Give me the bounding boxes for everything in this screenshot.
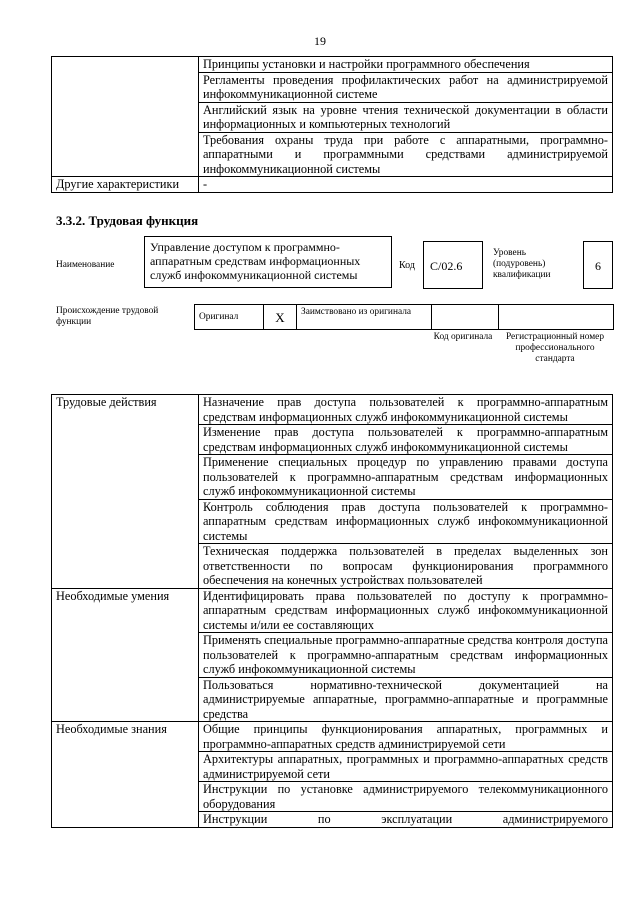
row-label: Другие характеристики	[52, 177, 199, 193]
table-row	[52, 722, 613, 752]
origin-grid	[194, 304, 614, 330]
original-mark: X	[264, 305, 297, 330]
bottom-table	[51, 394, 613, 828]
table-cell: Инструкции по установке администрируемого телекоммуникационного оборудования	[199, 782, 613, 812]
table-cell: Применение специальных процедур по управлению правами доступа пользователей к программно-аппаратным средствам информационных служб инфокоммуникационной системы	[199, 455, 613, 500]
reg-number-label: Регистрационный номер профессионального стандарта	[505, 332, 605, 364]
function-name: Управление доступом к программно-аппаратным средствам информационных служб инфокоммуникационной системы	[144, 236, 392, 288]
table-cell: Принципы установки и настройки программного обеспечения	[199, 57, 613, 73]
table-cell: Общие принципы функционирования аппаратных, программных и программно-аппаратных средств администрируемой сети	[199, 722, 613, 752]
table-cell: Техническая поддержка пользователей в пределах выделенных зон ответственности по вопросам функционирования программного обеспечения на конечных устройствах пользователей	[199, 544, 613, 589]
section-heading: 3.3.2. Трудовая функция	[56, 213, 199, 228]
row-label: Необходимые знания	[52, 722, 199, 828]
name-label: Наименование	[56, 260, 115, 270]
original-label: Оригинал	[195, 305, 264, 330]
table-cell: Архитектуры аппаратных, программных и программно-аппаратных средств администрируемой сети	[199, 752, 613, 782]
page-number: 19	[314, 34, 326, 48]
table-cell: Идентифицировать права пользователей по доступу к программно-аппаратным средствам информационных служб инфокоммуникационной системы и/или ее составляющих	[199, 588, 613, 633]
table-row	[52, 395, 613, 425]
borrowed-label: Заимствовано из оригинала	[297, 305, 432, 330]
reg-number-cell	[499, 305, 614, 330]
origin-code-label: Код оригинала	[433, 332, 493, 342]
table-row	[52, 177, 613, 193]
table-row	[52, 57, 613, 73]
row-label: Трудовые действия	[52, 395, 199, 589]
row-label: Необходимые умения	[52, 588, 199, 722]
table-cell: Пользоваться нормативно-технической документацией на администрируемые аппаратные, программно-аппаратные и программные средства	[199, 677, 613, 722]
origin-label: Происхождение трудовой функции	[56, 306, 159, 327]
table-cell: Требования охраны труда при работе с аппаратными, программно-аппаратными и программными средствами администрируемой инфокоммуникационной системы	[199, 132, 613, 177]
table-cell: Регламенты проведения профилактических работ на администрируемой инфокоммуникационной системе	[199, 72, 613, 102]
top-table	[51, 56, 613, 193]
table-cell: Инструкции по эксплуатации администрируемого	[199, 812, 613, 828]
table-row	[52, 588, 613, 633]
level-value: 6	[583, 241, 613, 289]
table-cell: Изменение прав доступа пользователей к программно-аппаратным средствам информационных служб инфокоммуникационной системы	[199, 425, 613, 455]
table-cell: Применять специальные программно-аппаратные средства контроля доступа пользователей к программно-аппаратным средствам информационных служб инфокоммуникационной системы	[199, 633, 613, 678]
table-cell: Английский язык на уровне чтения технической документации в области информационных и компьютерных технологий	[199, 102, 613, 132]
table-cell: -	[199, 177, 613, 193]
row-label	[52, 57, 199, 177]
code-label: Код	[399, 260, 415, 271]
table-cell: Назначение прав доступа пользователей к программно-аппаратным средствам информационных служб инфокоммуникационной системы	[199, 395, 613, 425]
origin-code-cell	[432, 305, 499, 330]
level-label: Уровень (подуровень) квалификации	[493, 248, 551, 280]
function-code: C/02.6	[423, 241, 483, 289]
table-cell: Контроль соблюдения прав доступа пользователей к программно-аппаратным средствам информационных служб инфокоммуникационной системы	[199, 499, 613, 544]
